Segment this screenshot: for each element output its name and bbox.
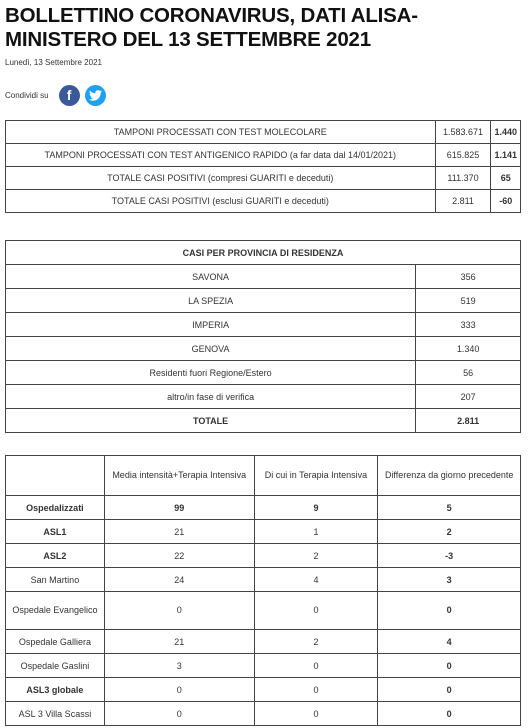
media-value: 0: [104, 592, 254, 630]
row-value: 1.583.671: [435, 121, 491, 144]
province-heading: CASI PER PROVINCIA DI RESIDENZA: [6, 241, 521, 265]
table-row: [6, 520, 521, 544]
empty-header-cell: [6, 456, 105, 496]
province-value: 519: [416, 289, 521, 313]
hospital-name: ASL 3 Villa Scassi: [6, 702, 105, 726]
province-name: altro/in fase di verifica: [6, 385, 416, 409]
table-row: [6, 654, 521, 678]
table-row: [6, 592, 521, 630]
hospital-name: San Martino: [6, 568, 105, 592]
diff-value: 0: [378, 592, 521, 630]
province-name: IMPERIA: [6, 313, 416, 337]
row-label: TAMPONI PROCESSATI CON TEST ANTIGENICO RAPIDO (a far data dal 14/01/2021): [6, 144, 436, 167]
table-row: [6, 337, 521, 361]
publish-date: Lunedì, 13 Settembre 2021: [5, 58, 102, 67]
media-value: 0: [104, 702, 254, 726]
table-row: [6, 265, 521, 289]
media-value: 3: [104, 654, 254, 678]
column-header: Differenza da giorno precedente: [378, 456, 521, 496]
column-header: Media intensità+Terapia Intensiva: [104, 456, 254, 496]
table-header-row: [6, 456, 521, 496]
row-label: TOTALE CASI POSITIVI (esclusi GUARITI e deceduti): [6, 190, 436, 213]
media-value: 99: [104, 496, 254, 520]
province-name: GENOVA: [6, 337, 416, 361]
media-value: 21: [104, 630, 254, 654]
table-row: [6, 313, 521, 337]
hospital-table: [5, 455, 521, 726]
table-total-row: [6, 409, 521, 433]
row-delta: 1.141: [491, 144, 521, 167]
hospital-name: ASL3 globale: [6, 678, 105, 702]
table-row: [6, 289, 521, 313]
ti-value: 0: [254, 654, 378, 678]
hospital-name: ASL2: [6, 544, 105, 568]
summary-table: [5, 120, 521, 213]
ti-value: 9: [254, 496, 378, 520]
ti-value: 2: [254, 544, 378, 568]
row-value: 615.825: [435, 144, 491, 167]
twitter-bird-glyph: [89, 90, 102, 101]
row-value: 2.811: [435, 190, 491, 213]
twitter-icon[interactable]: [85, 85, 106, 106]
diff-value: -3: [378, 544, 521, 568]
share-bar: [5, 84, 111, 106]
province-table: [5, 240, 521, 433]
facebook-icon[interactable]: f: [59, 85, 80, 106]
province-value: 356: [416, 265, 521, 289]
table-row: [6, 678, 521, 702]
province-value: 1.340: [416, 337, 521, 361]
row-value: 111.370: [435, 167, 491, 190]
total-label: TOTALE: [6, 409, 416, 433]
province-value: 207: [416, 385, 521, 409]
media-value: 22: [104, 544, 254, 568]
table-row: [6, 144, 521, 167]
diff-value: 3: [378, 568, 521, 592]
total-value: 2.811: [416, 409, 521, 433]
diff-value: 5: [378, 496, 521, 520]
column-header: Di cui in Terapia Intensiva: [254, 456, 378, 496]
table-row: [6, 361, 521, 385]
hospital-name: Ospedalizzati: [6, 496, 105, 520]
ti-value: 0: [254, 592, 378, 630]
row-label: TAMPONI PROCESSATI CON TEST MOLECOLARE: [6, 121, 436, 144]
share-label: Condividi su: [5, 90, 49, 100]
table-row: [6, 568, 521, 592]
table-heading-row: [6, 241, 521, 265]
row-delta: 1.440: [491, 121, 521, 144]
diff-value: 4: [378, 630, 521, 654]
row-delta: 65: [491, 167, 521, 190]
ti-value: 1: [254, 520, 378, 544]
row-delta: -60: [491, 190, 521, 213]
hospital-name: Ospedale Gaslini: [6, 654, 105, 678]
diff-value: 0: [378, 654, 521, 678]
table-row: [6, 190, 521, 213]
page-title: BOLLETTINO CORONAVIRUS, DATI ALISA-MINISTERO DEL 13 SETTEMBRE 2021: [5, 4, 418, 51]
hospital-name: ASL1: [6, 520, 105, 544]
province-name: Residenti fuori Regione/Estero: [6, 361, 416, 385]
media-value: 0: [104, 678, 254, 702]
province-value: 56: [416, 361, 521, 385]
row-label: TOTALE CASI POSITIVI (compresi GUARITI e deceduti): [6, 167, 436, 190]
province-name: SAVONA: [6, 265, 416, 289]
province-value: 333: [416, 313, 521, 337]
hospital-name: Ospedale Galliera: [6, 630, 105, 654]
table-row: [6, 121, 521, 144]
diff-value: 2: [378, 520, 521, 544]
table-row: [6, 385, 521, 409]
table-row: [6, 167, 521, 190]
media-value: 24: [104, 568, 254, 592]
province-name: LA SPEZIA: [6, 289, 416, 313]
diff-value: 0: [378, 678, 521, 702]
ti-value: 0: [254, 678, 378, 702]
table-row: [6, 702, 521, 726]
ti-value: 4: [254, 568, 378, 592]
table-row: [6, 544, 521, 568]
table-row: [6, 630, 521, 654]
media-value: 21: [104, 520, 254, 544]
diff-value: 0: [378, 702, 521, 726]
ti-value: 2: [254, 630, 378, 654]
hospital-name: Ospedale Evangelico: [6, 592, 105, 630]
ti-value: 0: [254, 702, 378, 726]
table-row: [6, 496, 521, 520]
